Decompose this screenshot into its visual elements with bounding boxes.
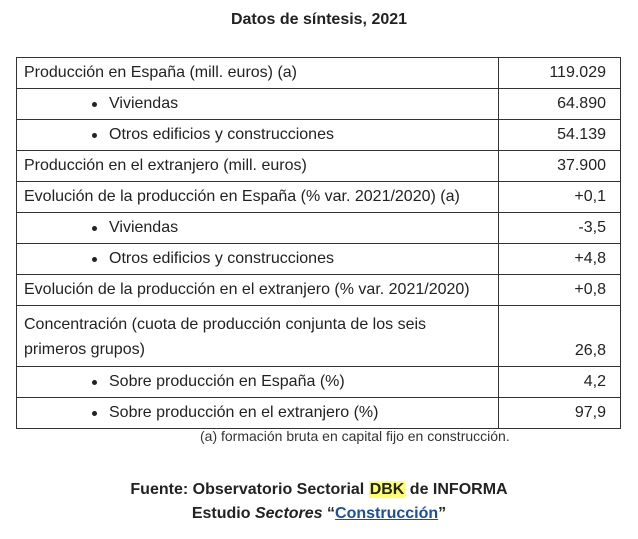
row-label-text: Otros edificios y construcciones bbox=[109, 250, 334, 267]
row-value: +0,8 bbox=[499, 275, 621, 306]
row-value: +0,1 bbox=[499, 182, 621, 213]
open-quote: “ bbox=[322, 505, 336, 522]
highlighted-brand: DBK bbox=[369, 481, 405, 498]
source-block bbox=[0, 478, 638, 526]
table-row bbox=[17, 244, 621, 275]
row-label-text: Viviendas bbox=[109, 95, 179, 112]
row-label: Evolución de la producción en el extranjero (% var. 2021/2020) bbox=[17, 275, 499, 306]
row-value: 37.900 bbox=[499, 151, 621, 182]
synthesis-table bbox=[16, 57, 621, 429]
row-value: +4,8 bbox=[499, 244, 621, 275]
row-value: -3,5 bbox=[499, 213, 621, 244]
row-label bbox=[17, 89, 499, 120]
bullet-icon bbox=[92, 257, 97, 262]
row-label bbox=[17, 213, 499, 244]
study-prefix: Estudio bbox=[191, 505, 255, 522]
table-row bbox=[17, 58, 621, 89]
table-row bbox=[17, 89, 621, 120]
table-row bbox=[17, 275, 621, 306]
construccion-link[interactable]: Construcción bbox=[335, 505, 439, 522]
table-row bbox=[17, 151, 621, 182]
source-prefix: Fuente: Observatorio Sectorial bbox=[130, 481, 369, 498]
row-label bbox=[17, 120, 499, 151]
row-label-text: Otros edificios y construcciones bbox=[109, 126, 334, 143]
bullet-icon bbox=[92, 411, 97, 416]
footnote: (a) formación bruta en capital fijo en construcción. bbox=[200, 428, 510, 444]
row-label: Producción en el extranjero (mill. euros) bbox=[17, 151, 499, 182]
bullet-icon bbox=[92, 102, 97, 107]
row-label bbox=[17, 244, 499, 275]
row-value: 97,9 bbox=[499, 398, 621, 429]
row-label bbox=[17, 367, 499, 398]
row-value: 4,2 bbox=[499, 367, 621, 398]
row-value: 119.029 bbox=[499, 58, 621, 89]
table-row bbox=[17, 120, 621, 151]
bullet-icon bbox=[92, 133, 97, 138]
row-label-text: Viviendas bbox=[109, 219, 179, 236]
table-row bbox=[17, 398, 621, 429]
row-label-text: Sobre producción en España (%) bbox=[109, 373, 345, 390]
study-series: Sectores bbox=[254, 505, 323, 522]
row-label: Producción en España (mill. euros) (a) bbox=[17, 58, 499, 89]
bullet-icon bbox=[92, 226, 97, 231]
source-line bbox=[0, 478, 638, 502]
row-value: 26,8 bbox=[499, 306, 621, 367]
source-suffix: de INFORMA bbox=[405, 481, 508, 498]
row-value: 64.890 bbox=[499, 89, 621, 120]
study-line bbox=[0, 502, 638, 526]
table-row bbox=[17, 306, 621, 367]
table-row bbox=[17, 367, 621, 398]
table-row bbox=[17, 213, 621, 244]
row-label: Evolución de la producción en España (% var. 2021/2020) (a) bbox=[17, 182, 499, 213]
table-row bbox=[17, 182, 621, 213]
close-quote: ” bbox=[438, 505, 447, 522]
row-value: 54.139 bbox=[499, 120, 621, 151]
row-label bbox=[17, 398, 499, 429]
row-label-text: Sobre producción en el extranjero (%) bbox=[109, 404, 379, 421]
table-title: Datos de síntesis, 2021 bbox=[230, 11, 408, 28]
row-label: Concentración (cuota de producción conjunta de los seis primeros grupos) bbox=[17, 306, 499, 367]
bullet-icon bbox=[92, 380, 97, 385]
